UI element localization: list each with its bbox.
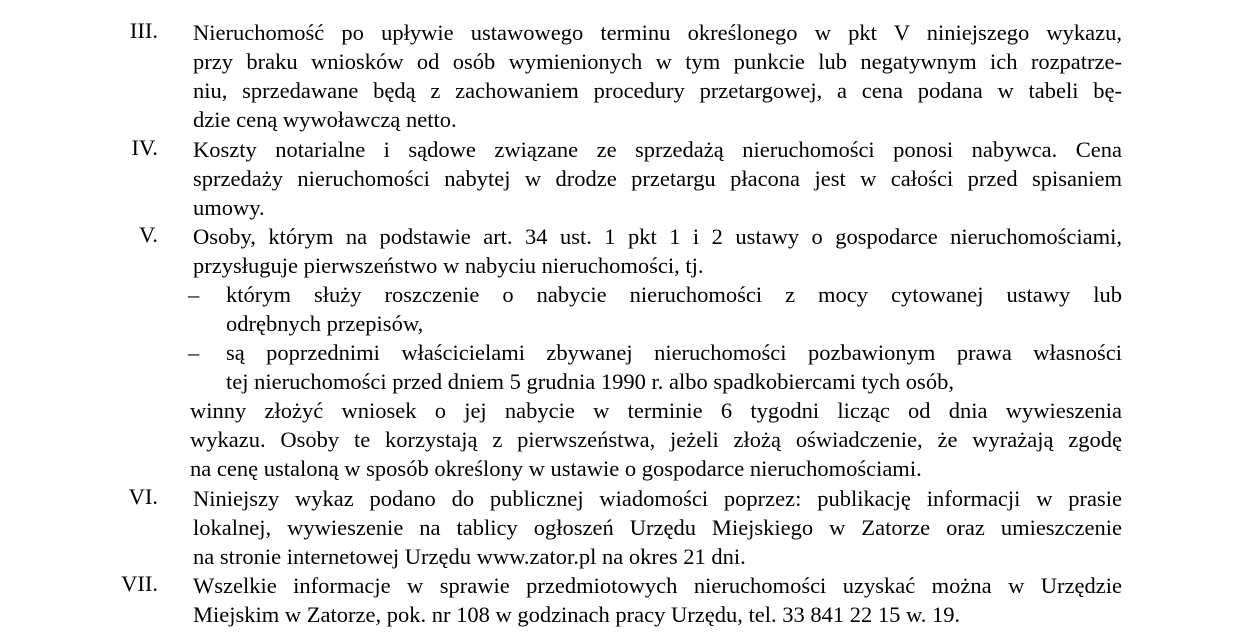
bullet-line: którym służy roszczenie o nabycie nieruchomości z mocy cytowanej ustawy lub xyxy=(226,282,1122,307)
text-line: winny złożyć wniosek o jej nabycie w terminie 6 tygodni licząc od dnia wywieszenia xyxy=(190,398,1122,423)
text-line: przysługuje pierwszeństwo w nabyciu nieruchomości, tj. xyxy=(193,253,704,278)
text-line: Miejskim w Zatorze, pok. nr 108 w godzinach pracy Urzędu, tel. 33 841 22 15 w. 19. xyxy=(193,602,961,627)
text-line: na cenę ustaloną w sposób określony w ustawie o gospodarce nieruchomościami. xyxy=(190,456,922,481)
bullet-dash: – xyxy=(188,282,200,307)
text-line: sprzedaży nieruchomości nabytej w drodze przetargu płacona jest w całości przed spisaniem xyxy=(193,166,1122,191)
text-line: wykazu. Osoby te korzystają z pierwszeństwa, jeżeli złożą oświadczenie, że wyrażają zgodę xyxy=(190,427,1122,452)
text-line: lokalnej, wywieszenie na tablicy ogłoszeń Urzędu Miejskiego w Zatorze oraz umieszczenie xyxy=(193,515,1122,540)
text-line: niu, sprzedawane będą z zachowaniem procedury przetargowej, a cena podana w tabeli bę- xyxy=(193,78,1122,103)
section-numeral: VII. xyxy=(121,571,158,596)
text-line: przy braku wniosków od osób wymienionych w tym punkcie lub negatywnym ich rozpatrze- xyxy=(193,49,1122,74)
text-line: na stronie internetowej Urzędu www.zator.pl na okres 21 dni. xyxy=(193,544,746,569)
text-line: Nieruchomość po upływie ustawowego terminu określonego w pkt V niniejszego wykazu, xyxy=(193,20,1122,45)
bullet-dash: – xyxy=(188,340,200,365)
section-numeral: III. xyxy=(129,18,158,43)
bullet-line: są poprzednimi właścicielami zbywanej nieruchomości pozbawionym prawa własności xyxy=(226,340,1122,365)
text-line: Wszelkie informacje w sprawie przedmiotowych nieruchomości uzyskać można w Urzędzie xyxy=(193,573,1122,598)
text-line: Koszty notarialne i sądowe związane ze sprzedażą nieruchomości ponosi nabywca. Cena xyxy=(193,137,1122,162)
section-numeral: VI. xyxy=(128,484,158,509)
bullet-line: odrębnych przepisów, xyxy=(226,311,424,336)
text-line: Niniejszy wykaz podano do publicznej wiadomości poprzez: publikację informacji w prasie xyxy=(193,486,1122,511)
text-line: Osoby, którym na podstawie art. 34 ust. 1 pkt 1 i 2 ustawy o gospodarce nieruchomościami, xyxy=(193,224,1122,249)
text-line: umowy. xyxy=(193,195,265,220)
section-numeral: V. xyxy=(139,222,158,247)
text-line: dzie ceną wywoławczą netto. xyxy=(193,107,457,132)
bullet-line: tej nieruchomości przed dniem 5 grudnia 1990 r. albo spadkobiercami tych osób, xyxy=(226,369,954,394)
section-numeral: IV. xyxy=(131,135,158,160)
